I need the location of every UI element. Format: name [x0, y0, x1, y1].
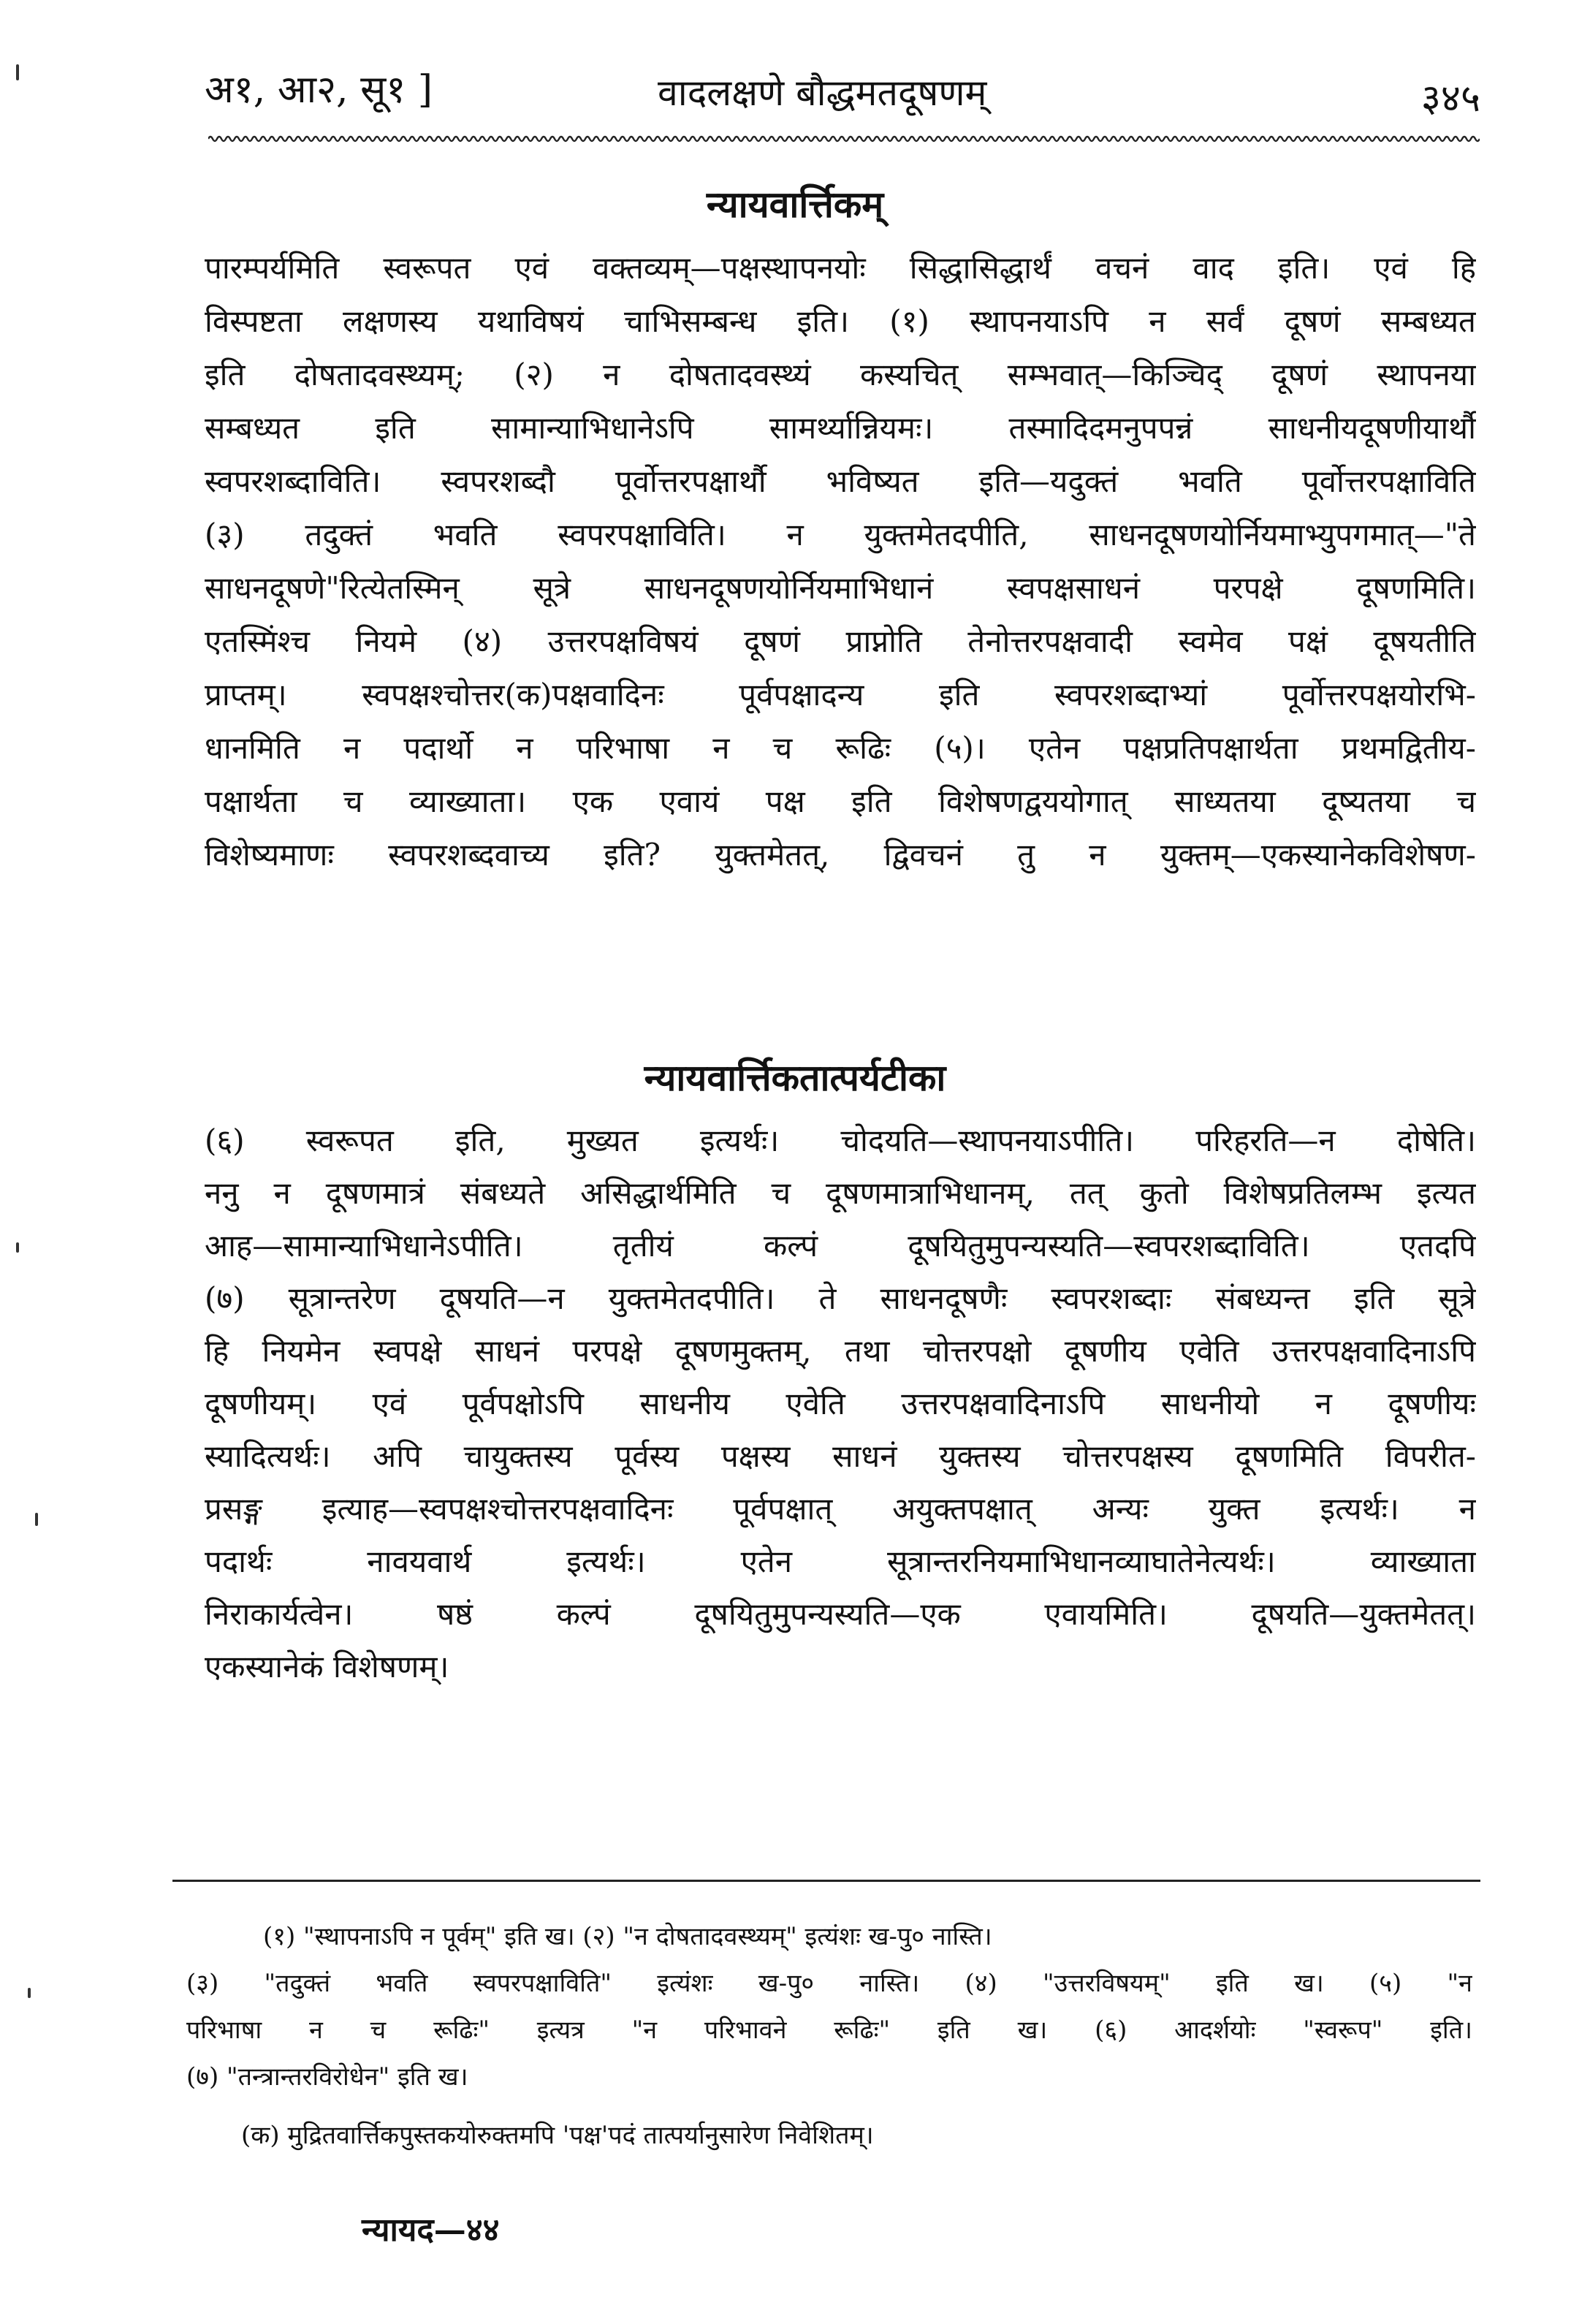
footnotes	[186, 1913, 1472, 2100]
text-line: विस्पष्टता लक्षणस्य यथाविषयं चाभिसम्बन्ध इति। (१) स्थापनयाऽपि न सर्वं दूषणं सम्बध्यत	[205, 303, 1476, 339]
tatparyatika-text	[205, 1114, 1476, 1693]
text-line: एकस्यानेकं विशेषणम्।	[205, 1649, 449, 1685]
section-title-nyayavarttika: न्यायवार्त्तिकम्	[706, 183, 884, 226]
footnote-divider	[172, 1880, 1480, 1882]
footnote-line: (३) "तदुक्तं भवति स्वपरपक्षाविति" इत्यंशः ख-पु० नास्ति। (४) "उत्तरविषयम्" इति ख। (५) "न	[186, 1969, 1472, 1998]
text-line: निराकार्यत्वेन। षष्ठं कल्पं दूषयितुमुपन्यस्यति—एक एवायमिति। दूषयति—युक्तमेतत्।	[205, 1596, 1476, 1632]
text-line: (३) तदुक्तं भवति स्वपरपक्षाविति। न युक्तमेतदपीति, साधनदूषणयोर्नियमाभ्युपगमात्—"ते	[205, 517, 1476, 552]
text-line: इति दोषतादवस्थ्यम्; (२) न दोषतादवस्थ्यं कस्यचित् सम्भवात्—किञ्चिद् दूषणं स्थापनया	[205, 357, 1476, 392]
text-line: (७) सूत्रान्तरेण दूषयति—न युक्तमेतदपीति। ते साधनदूषणैः स्वपरशब्दाः संबध्यन्त इति सूत्रे	[205, 1280, 1476, 1316]
text-line: (६) स्वरूपत इति, मुख्यत इत्यर्थः। चोदयति—स्थापनयाऽपीति। परिहरति—न दोषेति।	[205, 1123, 1476, 1158]
text-line: धानमिति न पदार्थो न परिभाषा न च रूढिः (५)। एतेन पक्षप्रतिपक्षार्थता प्रथमद्वितीय-	[205, 730, 1476, 766]
margin-speck	[28, 1988, 31, 1998]
text-line: एतस्मिंश्च नियमे (४) उत्तरपक्षविषयं दूषणं प्राप्नोति तेनोत्तरपक्षवादी स्वमेव पक्षं दूषयतीति	[205, 623, 1476, 659]
margin-speck	[16, 64, 19, 80]
text-line: ननु न दूषणमात्रं संबध्यते असिद्धार्थमिति च दूषणमात्राभिधानम्, तत् कुतो विशेषप्रतिलम्भ इत्यत	[205, 1175, 1476, 1211]
signature-mark: न्यायद—४४	[362, 2211, 500, 2249]
text-line: स्यादित्यर्थः। अपि चायुक्तस्य पूर्वस्य पक्षस्य साधनं युक्तस्य चोत्तरपक्षस्य दूषणमिति विपरीत-	[205, 1438, 1476, 1474]
section-title-tatparyatika: न्यायवार्त्तिकतात्पर्यटीका	[644, 1056, 946, 1099]
page-number: ३४५	[1420, 77, 1480, 121]
text-line: दूषणीयम्। एवं पूर्वपक्षोऽपि साधनीय एवेति उत्तरपक्षवादिनाऽपि साधनीयो न दूषणीयः	[205, 1386, 1476, 1421]
wavy-header-rule	[208, 133, 1480, 145]
text-line: प्राप्तम्। स्वपक्षश्चोत्तर(क)पक्षवादिनः पूर्वपक्षादन्य इति स्वपरशब्दाभ्यां पूर्वोत्तरपक्षयोरभि-	[205, 677, 1476, 713]
text-line: स्वपरशब्दाविति। स्वपरशब्दौ पूर्वोत्तरपक्षार्थौ भविष्यत इति—यदुक्तं भवति पूर्वोत्तरपक्षाविति	[205, 463, 1476, 499]
text-line: हि नियमेन स्वपक्षे साधनं परपक्षे दूषणमुक्तम्, तथा चोत्तरपक्षो दूषणीय एवेति उत्तरपक्षवादिनाऽपि	[205, 1333, 1476, 1369]
footnote-line: (१) "स्थापनाऽपि न पूर्वम्" इति ख। (२) "न दोषतादवस्थ्यम्" इत्यंशः ख-पु० नास्ति।	[263, 1922, 992, 1951]
text-line: पारम्पर्यमिति स्वरूपत एवं वक्तव्यम्—पक्षस्थापनयोः सिद्धासिद्धार्थं वचनं वाद इति। एवं हि	[205, 250, 1476, 286]
editor-note: (क) मुद्रितवार्त्तिकपुस्तकयोरुक्तमपि 'पक्ष'पदं तात्पर्यानुसारेण निवेशितम्।	[241, 2121, 874, 2150]
running-head-left: अ१, आ२, सू१ ]	[205, 68, 433, 112]
text-line: सम्बध्यत इति सामान्याभिधानेऽपि सामर्थ्यान्नियमः। तस्मादिदमनुपपन्नं साधनीयदूषणीयार्थौ	[205, 410, 1476, 446]
footnote-line: (७) "तन्त्रान्तरविरोधेन" इति ख।	[186, 2062, 468, 2092]
margin-speck	[35, 1513, 38, 1526]
text-line: प्रसङ्ग इत्याह—स्वपक्षश्चोत्तरपक्षवादिनः पूर्वपक्षात् अयुक्तपक्षात् अन्यः युक्त इत्यर्थः। न	[205, 1491, 1476, 1527]
text-line: पदार्थः नावयवार्थ इत्यर्थः। एतेन सूत्रान्तरनियमाभिधानव्याघातेनेत्यर्थः। व्याख्याता	[205, 1543, 1476, 1579]
text-line: विशेष्यमाणः स्वपरशब्दवाच्य इति? युक्तमेतत्, द्विवचनं तु न युक्तम्—एकस्यानेकविशेषण-	[205, 837, 1476, 873]
text-line: आह—सामान्याभिधानेऽपीति। तृतीयं कल्पं दूषयितुमुपन्यस्यति—स्वपरशब्दाविति। एतदपि	[205, 1228, 1476, 1264]
running-head-title: वादलक्षणे बौद्धमतदूषणम्	[658, 72, 987, 114]
margin-speck	[16, 1242, 19, 1253]
footnote-line: परिभाषा न च रूढिः" इत्यत्र "न परिभावने रूढिः" इति ख। (६) आदर्शयोः "स्वरूप" इति।	[186, 2016, 1472, 2045]
text-line: पक्षार्थता च व्याख्याता। एक एवायं पक्ष इति विशेषणद्वययोगात् साध्यतया दूष्यतया च	[205, 783, 1476, 819]
nyayavarttika-text	[205, 241, 1476, 881]
text-line: साधनदूषणे"रित्येतस्मिन् सूत्रे साधनदूषणयोर्नियमाभिधानं स्वपक्षसाधनं परपक्षे दूषणमिति।	[205, 570, 1476, 606]
